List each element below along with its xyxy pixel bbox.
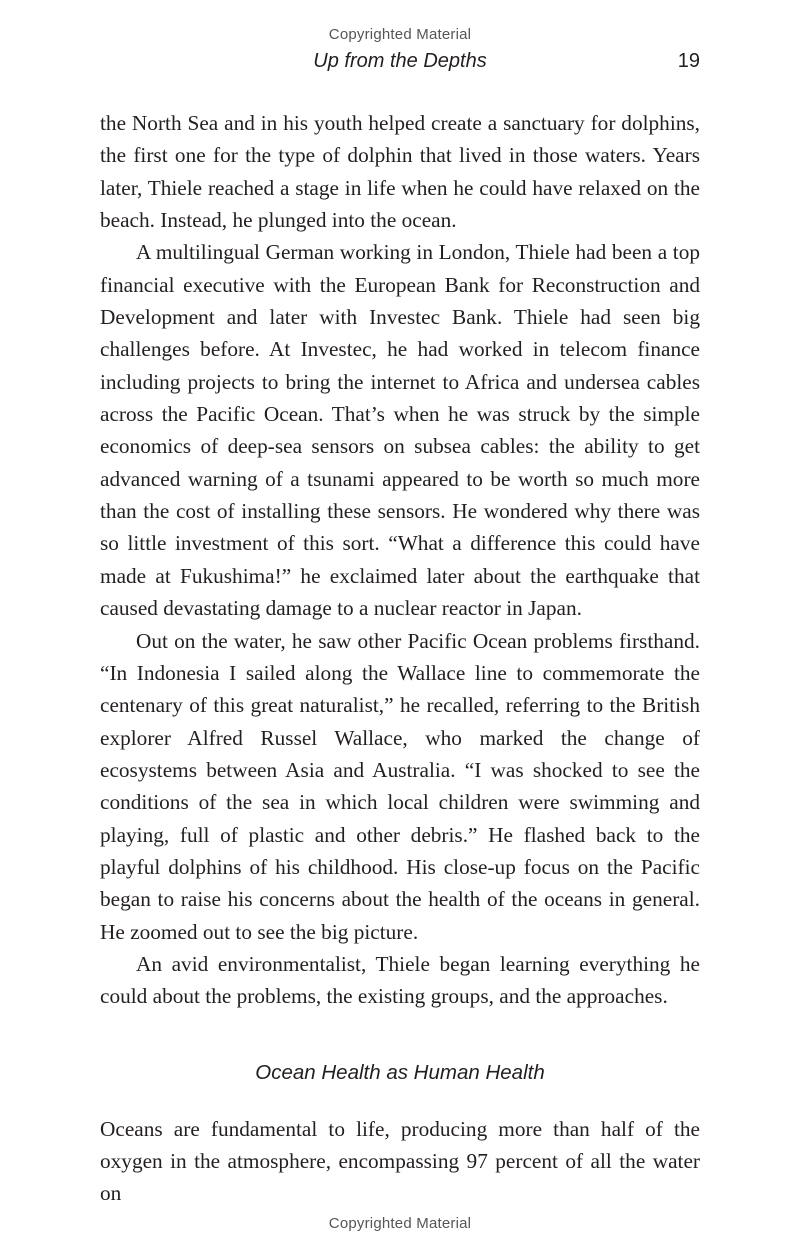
paragraph: A multilingual German working in London, Thiele had been a top financial executive with the European Bank for Reconstruction and Development and later with Investec Bank. Thiele had seen big challenges before. At Investec, he had worked in telecom finance including projects to bring the internet to Africa and undersea cables across the Pacific Ocean. That’s when he was struck by the simple economics of deep-sea sensors on subsea cables: the ability to get advanced warning of a tsunami appeared to be worth so much more than the cost of installing these sensors. He wondered why there was so little investment of this sort. “What a difference this could have made at Fukushima!” he exclaimed later about the earthquake that caused devastating damage to a nuclear reactor in Japan. — [100, 240, 700, 621]
paragraph-continued: the North Sea and in his youth helped create a sanctuary for dolphins, the first one for the type of dolphin that lived in those waters. Years later, Thiele reached a stage in life when he could have relaxed on the beach. Instead, he plunged into the ocean. — [100, 111, 700, 233]
section-paragraph: Oceans are fundamental to life, producing more than half of the oxygen in the atmosphere, encompassing 97 percent of all the water on — [100, 1116, 700, 1206]
paragraph: An avid environmentalist, Thiele began learning everything he could about the problems, the existing groups, and the approaches. — [100, 951, 700, 1009]
section-heading: Ocean Health as Human Health — [255, 1060, 545, 1084]
body-text — [100, 107, 700, 1210]
copyright-watermark-top: Copyrighted Material — [328, 26, 472, 43]
page-number: 19 — [677, 50, 700, 72]
running-title: Up from the Depths — [313, 50, 487, 72]
copyright-watermark-bottom: Copyrighted Material — [328, 1215, 472, 1232]
running-head — [100, 50, 700, 76]
paragraph: Out on the water, he saw other Pacific Ocean problems firsthand. “In Indonesia I sailed along the Wallace line to commemorate the centenary of this great naturalist,” he recalled, referring to the British explorer Alfred Russel Wallace, who marked the change of ecosystems between Asia and Australia. “I was shocked to see the conditions of the sea in which local children were swimming and playing, full of plastic and other debris.” He flashed back to the playful dolphins of his childhood. His close-up focus on the Pacific began to raise his concerns about the health of the oceans in general. He zoomed out to see the big picture. — [100, 628, 700, 944]
